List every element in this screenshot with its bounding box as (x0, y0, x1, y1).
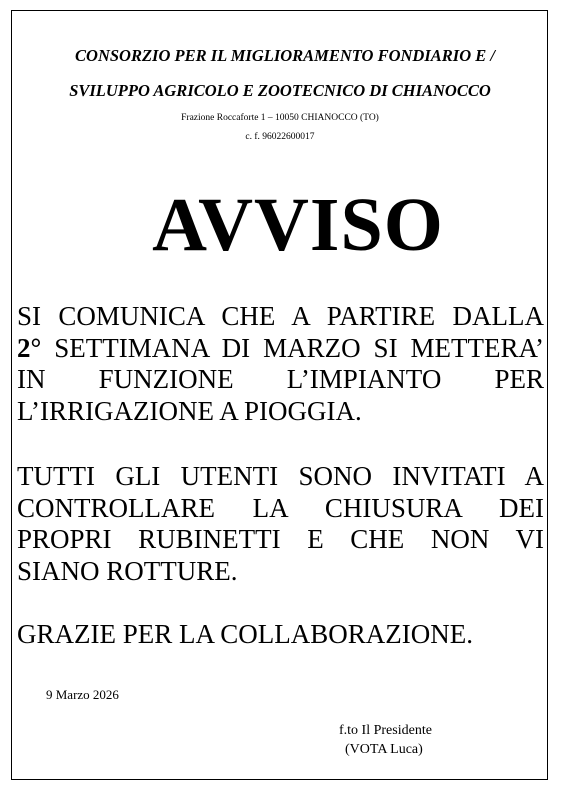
paragraph-line: GRAZIE PER LA COLLABORAZIONE. (17, 619, 473, 649)
notice-paragraph-users (17, 461, 544, 588)
signature-name: (VOTA Luca) (345, 742, 423, 757)
signature-title: f.to Il Presidente (339, 723, 432, 738)
week-ordinal: 2° (17, 332, 42, 363)
paragraph-line: PROPRI RUBINETTI E CHE NON VI (17, 524, 544, 555)
organization-name-line2: SVILUPPO AGRICOLO E ZOOTECNICO DI CHIANOCCO (69, 81, 491, 100)
paragraph-line: SIANO ROTTURE. (17, 556, 238, 587)
paragraph-line: IN FUNZIONE L’IMPIANTO PER (17, 364, 544, 395)
notice-title: AVVISO (152, 183, 444, 267)
paragraph-line: L’IRRIGAZIONE A PIOGGIA. (17, 396, 362, 427)
notice-date: 9 Marzo 2026 (46, 687, 119, 702)
notice-paragraph-thanks (17, 619, 544, 651)
paragraph-line (17, 333, 544, 365)
paragraph-line: SI COMUNICA CHE A PARTIRE DALLA (17, 301, 544, 331)
organization-address: Frazione Roccaforte 1 – 10050 CHIANOCCO (TO) (181, 113, 379, 123)
organization-tax-code: c. f. 96022600017 (245, 132, 315, 142)
paragraph-line: CONTROLLARE LA CHIUSURA DEI (17, 492, 544, 523)
paragraph-line-rest: SETTIMANA DI MARZO SI METTERA’ (41, 332, 544, 363)
notice-paragraph-irrigation (17, 301, 544, 428)
organization-name-line1: CONSORZIO PER IL MIGLIORAMENTO FONDIARIO E / (75, 46, 495, 65)
paragraph-line: TUTTI GLI UTENTI SONO INVITATI A (17, 461, 544, 491)
